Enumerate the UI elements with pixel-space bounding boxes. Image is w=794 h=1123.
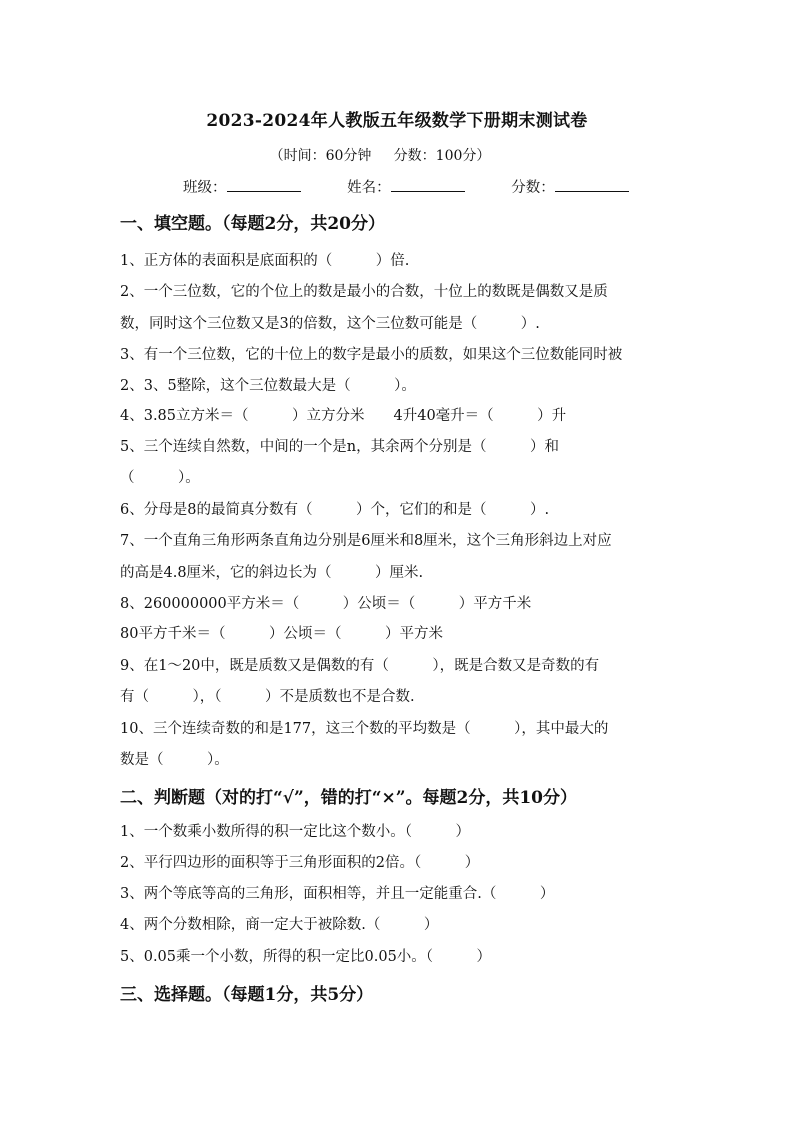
class-field [183, 176, 301, 197]
page-title: 2023-2024年人教版五年级数学下册期末测试卷 [206, 111, 588, 131]
question-line: 2、3、5整除，这个三位数最大是（ ）。 [120, 378, 416, 394]
judgement-line: 2、平行四边形的面积等于三角形面积的2倍。（ ） [120, 855, 480, 871]
question-line: 有（ ），（ ）不是质数也不是合数. [120, 689, 415, 705]
question-line: 7、一个直角三角形两条直角边分别是6厘米和8厘米，这个三角形斜边上对应 [120, 533, 612, 549]
question-line: 4、3.85立方米＝（ ）立方分米 4升40毫升＝（ ）升 [120, 408, 567, 424]
name-label: 姓名： [347, 180, 391, 196]
question-line: 9、在1～20中，既是质数又是偶数的有（ ），既是合数又是奇数的有 [120, 658, 600, 674]
question-line: 数是（ ）。 [120, 752, 229, 768]
question-line: 80平方千米＝（ ）公顷＝（ ）平方米 [120, 626, 443, 642]
exam-time-and-score: （时间：60分钟 分数：100分） [269, 148, 491, 164]
question-line: 2、一个三位数，它的个位上的数是最小的合数，十位上的数既是偶数又是质 [120, 284, 608, 300]
question-line: 8、260000000平方米＝（ ）公顷＝（ ）平方千米 [120, 596, 532, 612]
judgement-line: 4、两个分数相除，商一定大于被除数.（ ） [120, 917, 439, 933]
question-line: 5、三个连续自然数，中间的一个是n，其余两个分别是（ ）和 [120, 439, 560, 455]
section-heading-fill-in: 一、填空题。（每题2分，共20分） [120, 214, 385, 234]
judgement-line: 5、0.05乘一个小数，所得的积一定比0.05小。（ ） [120, 949, 492, 965]
score-label: 分数： [511, 180, 555, 196]
judgement-line: 3、两个等底等高的三角形，面积相等，并且一定能重合.（ ） [120, 886, 555, 902]
section-heading-multiple-choice: 三、选择题。（每题1分，共5分） [120, 985, 374, 1005]
judgement-line: 1、一个数乘小数所得的积一定比这个数小。（ ） [120, 824, 470, 840]
score-blank[interactable] [555, 177, 629, 192]
name-blank[interactable] [391, 177, 465, 192]
question-line: （ ）。 [120, 470, 200, 486]
score-field [511, 176, 629, 197]
class-blank[interactable] [227, 177, 301, 192]
question-line: 数，同时这个三位数又是3的倍数，这个三位数可能是（ ）. [120, 316, 540, 332]
question-line: 的高是4.8厘米，它的斜边长为（ ）厘米. [120, 565, 424, 581]
name-field [347, 176, 465, 197]
question-line: 6、分母是8的最简真分数有（ ）个，它们的和是（ ）. [120, 502, 550, 518]
question-line: 10、三个连续奇数的和是177，这三个数的平均数是（ ），其中最大的 [120, 721, 609, 737]
question-line: 1、正方体的表面积是底面积的（ ）倍. [120, 253, 410, 269]
question-line: 3、有一个三位数，它的十位上的数字是最小的质数，如果这个三位数能同时被 [120, 347, 623, 363]
section-heading-true-false: 二、判断题（对的打“√”，错的打“×”。每题2分，共10分） [120, 788, 578, 808]
class-label: 班级： [183, 180, 227, 196]
student-info-row [183, 176, 671, 197]
